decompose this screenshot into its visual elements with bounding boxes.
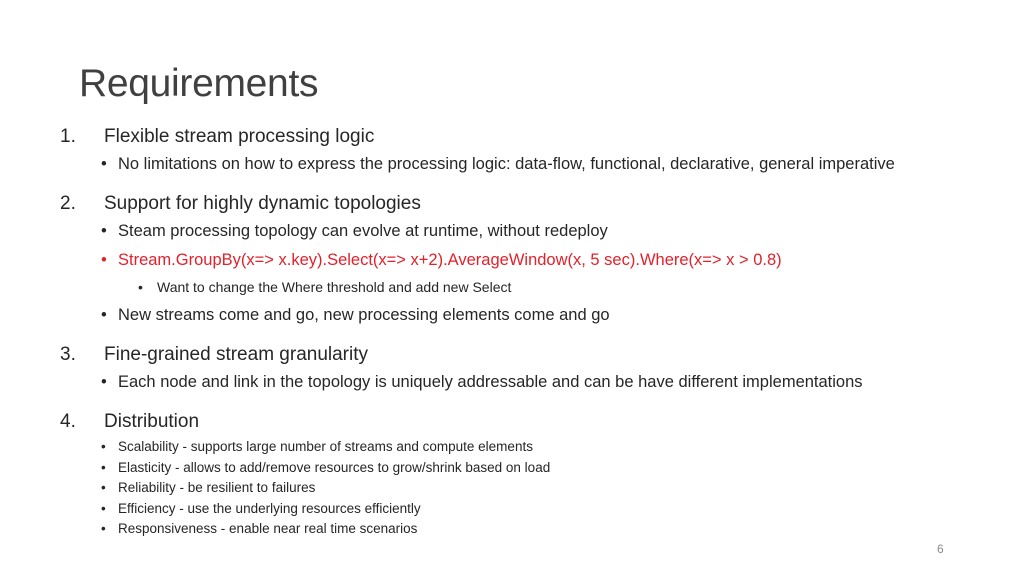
bullet-text: Stream.GroupBy(x=> x.key).Select(x=> x+2).AverageWindow(x, 5 sec).Where(x=> x > 0.8) [118, 251, 782, 269]
bullet-text: Efficiency - use the underlying resources efficiently [118, 501, 421, 516]
bullet-dot-icon: • [101, 251, 107, 269]
bullet-dot-icon: • [101, 521, 106, 536]
bullet-text: Reliability - be resilient to failures [118, 480, 316, 495]
requirement-heading-text: Fine-grained stream granularity [104, 344, 369, 365]
requirement-number: 4. [60, 411, 76, 432]
bullet-text: New streams come and go, new processing elements come and go [118, 306, 610, 324]
bullet-dot-icon: • [101, 155, 107, 173]
bullet-dot-icon: • [138, 279, 143, 295]
bullet-text: Steam processing topology can evolve at runtime, without redeploy [118, 222, 608, 240]
requirement-number: 3. [60, 344, 76, 365]
bullet-dot-icon: • [101, 306, 107, 324]
requirement-heading-text: Flexible stream processing logic [104, 126, 375, 147]
sub-bullet-text: Want to change the Where threshold and add new Select [157, 279, 512, 295]
bullet-dot-icon: • [101, 439, 106, 454]
bullet-text: Responsiveness - enable near real time scenarios [118, 521, 418, 536]
page-number: 6 [937, 542, 944, 556]
requirement-heading-text: Support for highly dynamic topologies [104, 193, 421, 214]
bullet-text: Scalability - supports large number of streams and compute elements [118, 439, 533, 454]
requirement-number: 1. [60, 126, 76, 147]
bullet-dot-icon: • [101, 480, 106, 495]
bullet-dot-icon: • [101, 373, 107, 391]
bullet-dot-icon: • [101, 501, 106, 516]
bullet-text: No limitations on how to express the processing logic: data-flow, functional, declarative, general imperative [118, 155, 895, 173]
slide-title: Requirements [79, 62, 319, 105]
requirement-heading-text: Distribution [104, 411, 200, 432]
bullet-dot-icon: • [101, 222, 107, 240]
bullet-dot-icon: • [101, 460, 106, 475]
requirement-number: 2. [60, 193, 76, 214]
bullet-text: Elasticity - allows to add/remove resources to grow/shrink based on load [118, 460, 551, 475]
bullet-text: Each node and link in the topology is uniquely addressable and can be have different implementations [118, 373, 863, 391]
